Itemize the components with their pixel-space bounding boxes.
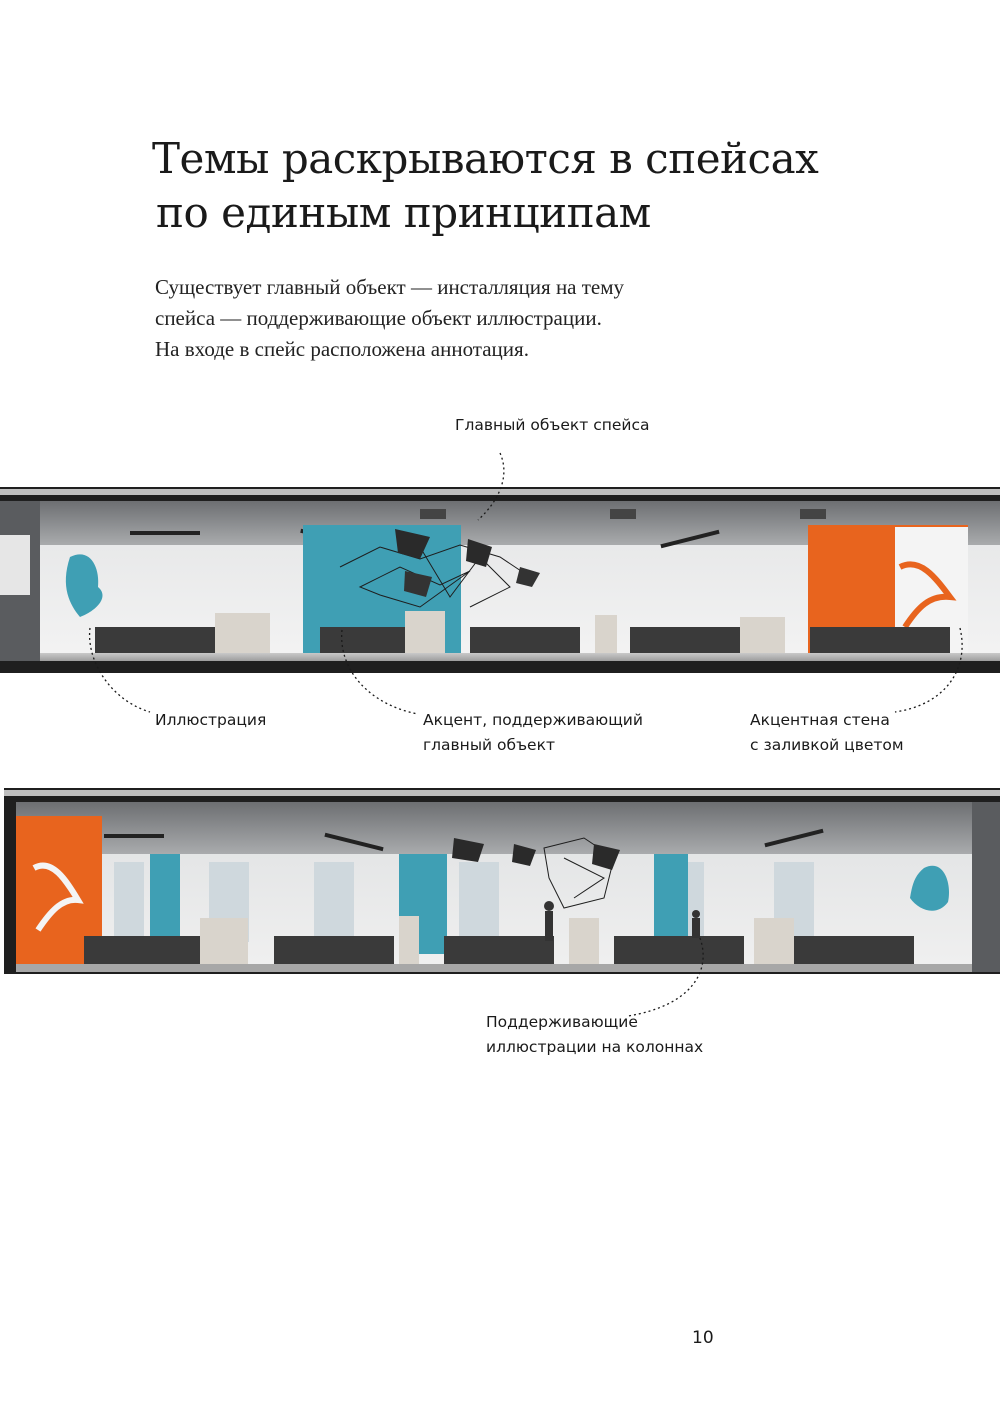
page-title <box>152 132 818 240</box>
intro-line-3: На входе в спейс расположена аннотация. <box>155 337 529 361</box>
callout-column-line-1: Поддерживающие <box>486 1013 638 1031</box>
callout-column-line-2: иллюстрации на колоннах <box>486 1038 704 1056</box>
callout-accent-wall-line-2: с заливкой цветом <box>750 736 904 754</box>
intro-line-2: спейса — поддерживающие объект иллюстрации. <box>155 306 602 330</box>
callout-illustration: Иллюстрация <box>155 711 267 729</box>
page-title-line-2: по единым принципам <box>156 188 651 237</box>
page-title-line-1: Темы раскрываются в спейсах <box>152 134 819 183</box>
callout-column-illustrations <box>486 1010 703 1060</box>
page-number: 10 <box>692 1328 714 1348</box>
office-section-render-2 <box>4 788 1000 974</box>
callout-accent-wall-line-1: Акцентная стена <box>750 711 890 729</box>
callout-accent-wall <box>750 708 904 758</box>
callout-accent-line-1: Акцент, поддерживающий <box>423 711 643 729</box>
intro-paragraph <box>155 272 624 365</box>
callout-accent-line-2: главный объект <box>423 736 555 754</box>
intro-line-1: Существует главный объект — инсталляция на тему <box>155 275 625 299</box>
callout-main-object: Главный объект спейса <box>455 416 650 434</box>
office-section-render-1 <box>0 487 1000 673</box>
callout-accent <box>423 708 643 758</box>
